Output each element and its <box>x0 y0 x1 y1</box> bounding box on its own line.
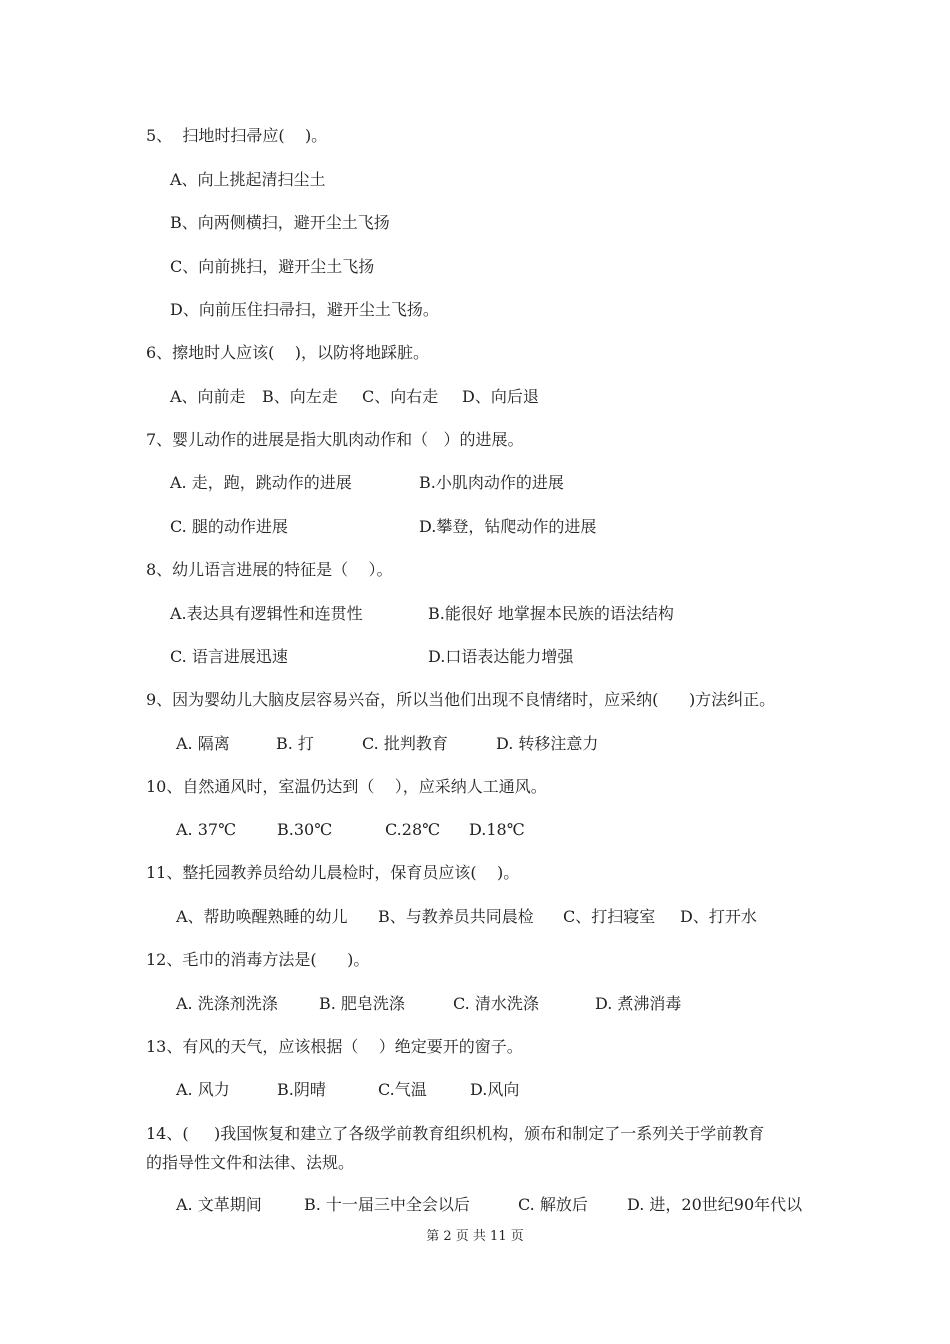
question-11-option-c: C、打扫寝室 <box>563 907 656 926</box>
question-13-option-a: A. 风力 <box>176 1080 230 1099</box>
question-8-option-c: C. 语言进展迅速 <box>170 647 288 666</box>
question-7-stem: 7、婴儿动作的进展是指大肌肉动作和（ ）的进展。 <box>146 430 524 449</box>
question-11-option-b: B、与教养员共同晨检 <box>378 907 534 926</box>
question-13-option-d: D.风向 <box>470 1080 520 1099</box>
question-7-option-d: D.攀登，钻爬动作的进展 <box>419 517 597 536</box>
question-6-stem: 6、擦地时人应该( )，以防将地踩脏。 <box>146 343 430 362</box>
question-13-stem: 13、有风的天气，应该根据（ ）绝定要开的窗子。 <box>146 1037 523 1056</box>
question-6-option-c: C、向右走 <box>362 387 439 406</box>
question-10-option-d: D.18℃ <box>469 820 525 839</box>
question-11-option-a: A、帮助唤醒熟睡的幼儿 <box>176 907 348 926</box>
question-13-option-c: C.气温 <box>378 1080 427 1099</box>
page-footer: 第 2 页 共 11 页 <box>426 1229 524 1244</box>
question-12-option-c: C. 清水洗涤 <box>453 994 539 1013</box>
question-9-option-b: B. 打 <box>276 734 314 753</box>
question-10-option-b: B.30℃ <box>277 820 333 839</box>
question-12-stem: 12、毛巾的消毒方法是( )。 <box>146 950 370 969</box>
question-12-option-a: A. 洗涤剂洗涤 <box>176 994 278 1013</box>
question-5-option-d: D、向前压住扫帚扫，避开尘土飞扬。 <box>170 300 439 319</box>
question-6-option-b: B、向左走 <box>262 387 338 406</box>
question-10-option-a: A. 37℃ <box>176 820 236 839</box>
question-14-option-d: D. 进，20世纪90年代以 <box>627 1195 803 1214</box>
question-8-option-a: A.表达具有逻辑性和连贯性 <box>170 604 363 623</box>
question-14-option-a: A. 文革期间 <box>176 1195 262 1214</box>
question-5-option-a: A、向上挑起清扫尘土 <box>170 170 326 189</box>
question-8-stem: 8、幼儿语言进展的特征是（ ）。 <box>146 560 393 579</box>
question-12-option-d: D. 煮沸消毒 <box>595 994 682 1013</box>
question-5-stem: 5、 扫地时扫帚应( )。 <box>146 126 328 145</box>
question-14-stem: 14、( )我国恢复和建立了各级学前教育组织机构，颁布和制定了一系列关于学前教育 <box>146 1124 765 1143</box>
question-11-option-d: D、打开水 <box>680 907 757 926</box>
question-8-option-d: D.口语表达能力增强 <box>428 647 574 666</box>
question-10-option-c: C.28℃ <box>385 820 441 839</box>
question-7-option-b: B.小肌肉动作的进展 <box>419 473 564 492</box>
question-14-stem-continuation: 的指导性文件和法律、法规。 <box>146 1153 355 1172</box>
question-14-option-b: B. 十一届三中全会以后 <box>304 1195 470 1214</box>
question-6-option-d: D、向后退 <box>462 387 539 406</box>
question-5-option-b: B、向两侧横扫，避开尘土飞扬 <box>170 213 390 232</box>
question-11-stem: 11、整托园教养员给幼儿晨检时，保育员应该( )。 <box>146 863 520 882</box>
question-12-option-b: B. 肥皂洗涤 <box>319 994 405 1013</box>
question-13-option-b: B.阴晴 <box>277 1080 326 1099</box>
question-10-stem: 10、自然通风时，室温仍达到（ ），应采纳人工通风。 <box>146 777 547 796</box>
question-5-option-c: C、向前挑扫，避开尘土飞扬 <box>170 257 375 276</box>
question-9-option-c: C. 批判教育 <box>362 734 448 753</box>
question-9-option-a: A. 隔离 <box>176 734 230 753</box>
question-7-option-a: A. 走，跑，跳动作的进展 <box>170 473 352 492</box>
question-6-option-a: A、向前走 <box>170 387 246 406</box>
question-8-option-b: B.能很好 地掌握本民族的语法结构 <box>428 604 674 623</box>
question-14-option-c: C. 解放后 <box>518 1195 588 1214</box>
question-9-option-d: D. 转移注意力 <box>496 734 599 753</box>
question-9-stem: 9、因为婴幼儿大脑皮层容易兴奋，所以当他们出现不良情绪时，应采纳( )方法纠正。 <box>146 690 776 709</box>
question-7-option-c: C. 腿的动作进展 <box>170 517 288 536</box>
